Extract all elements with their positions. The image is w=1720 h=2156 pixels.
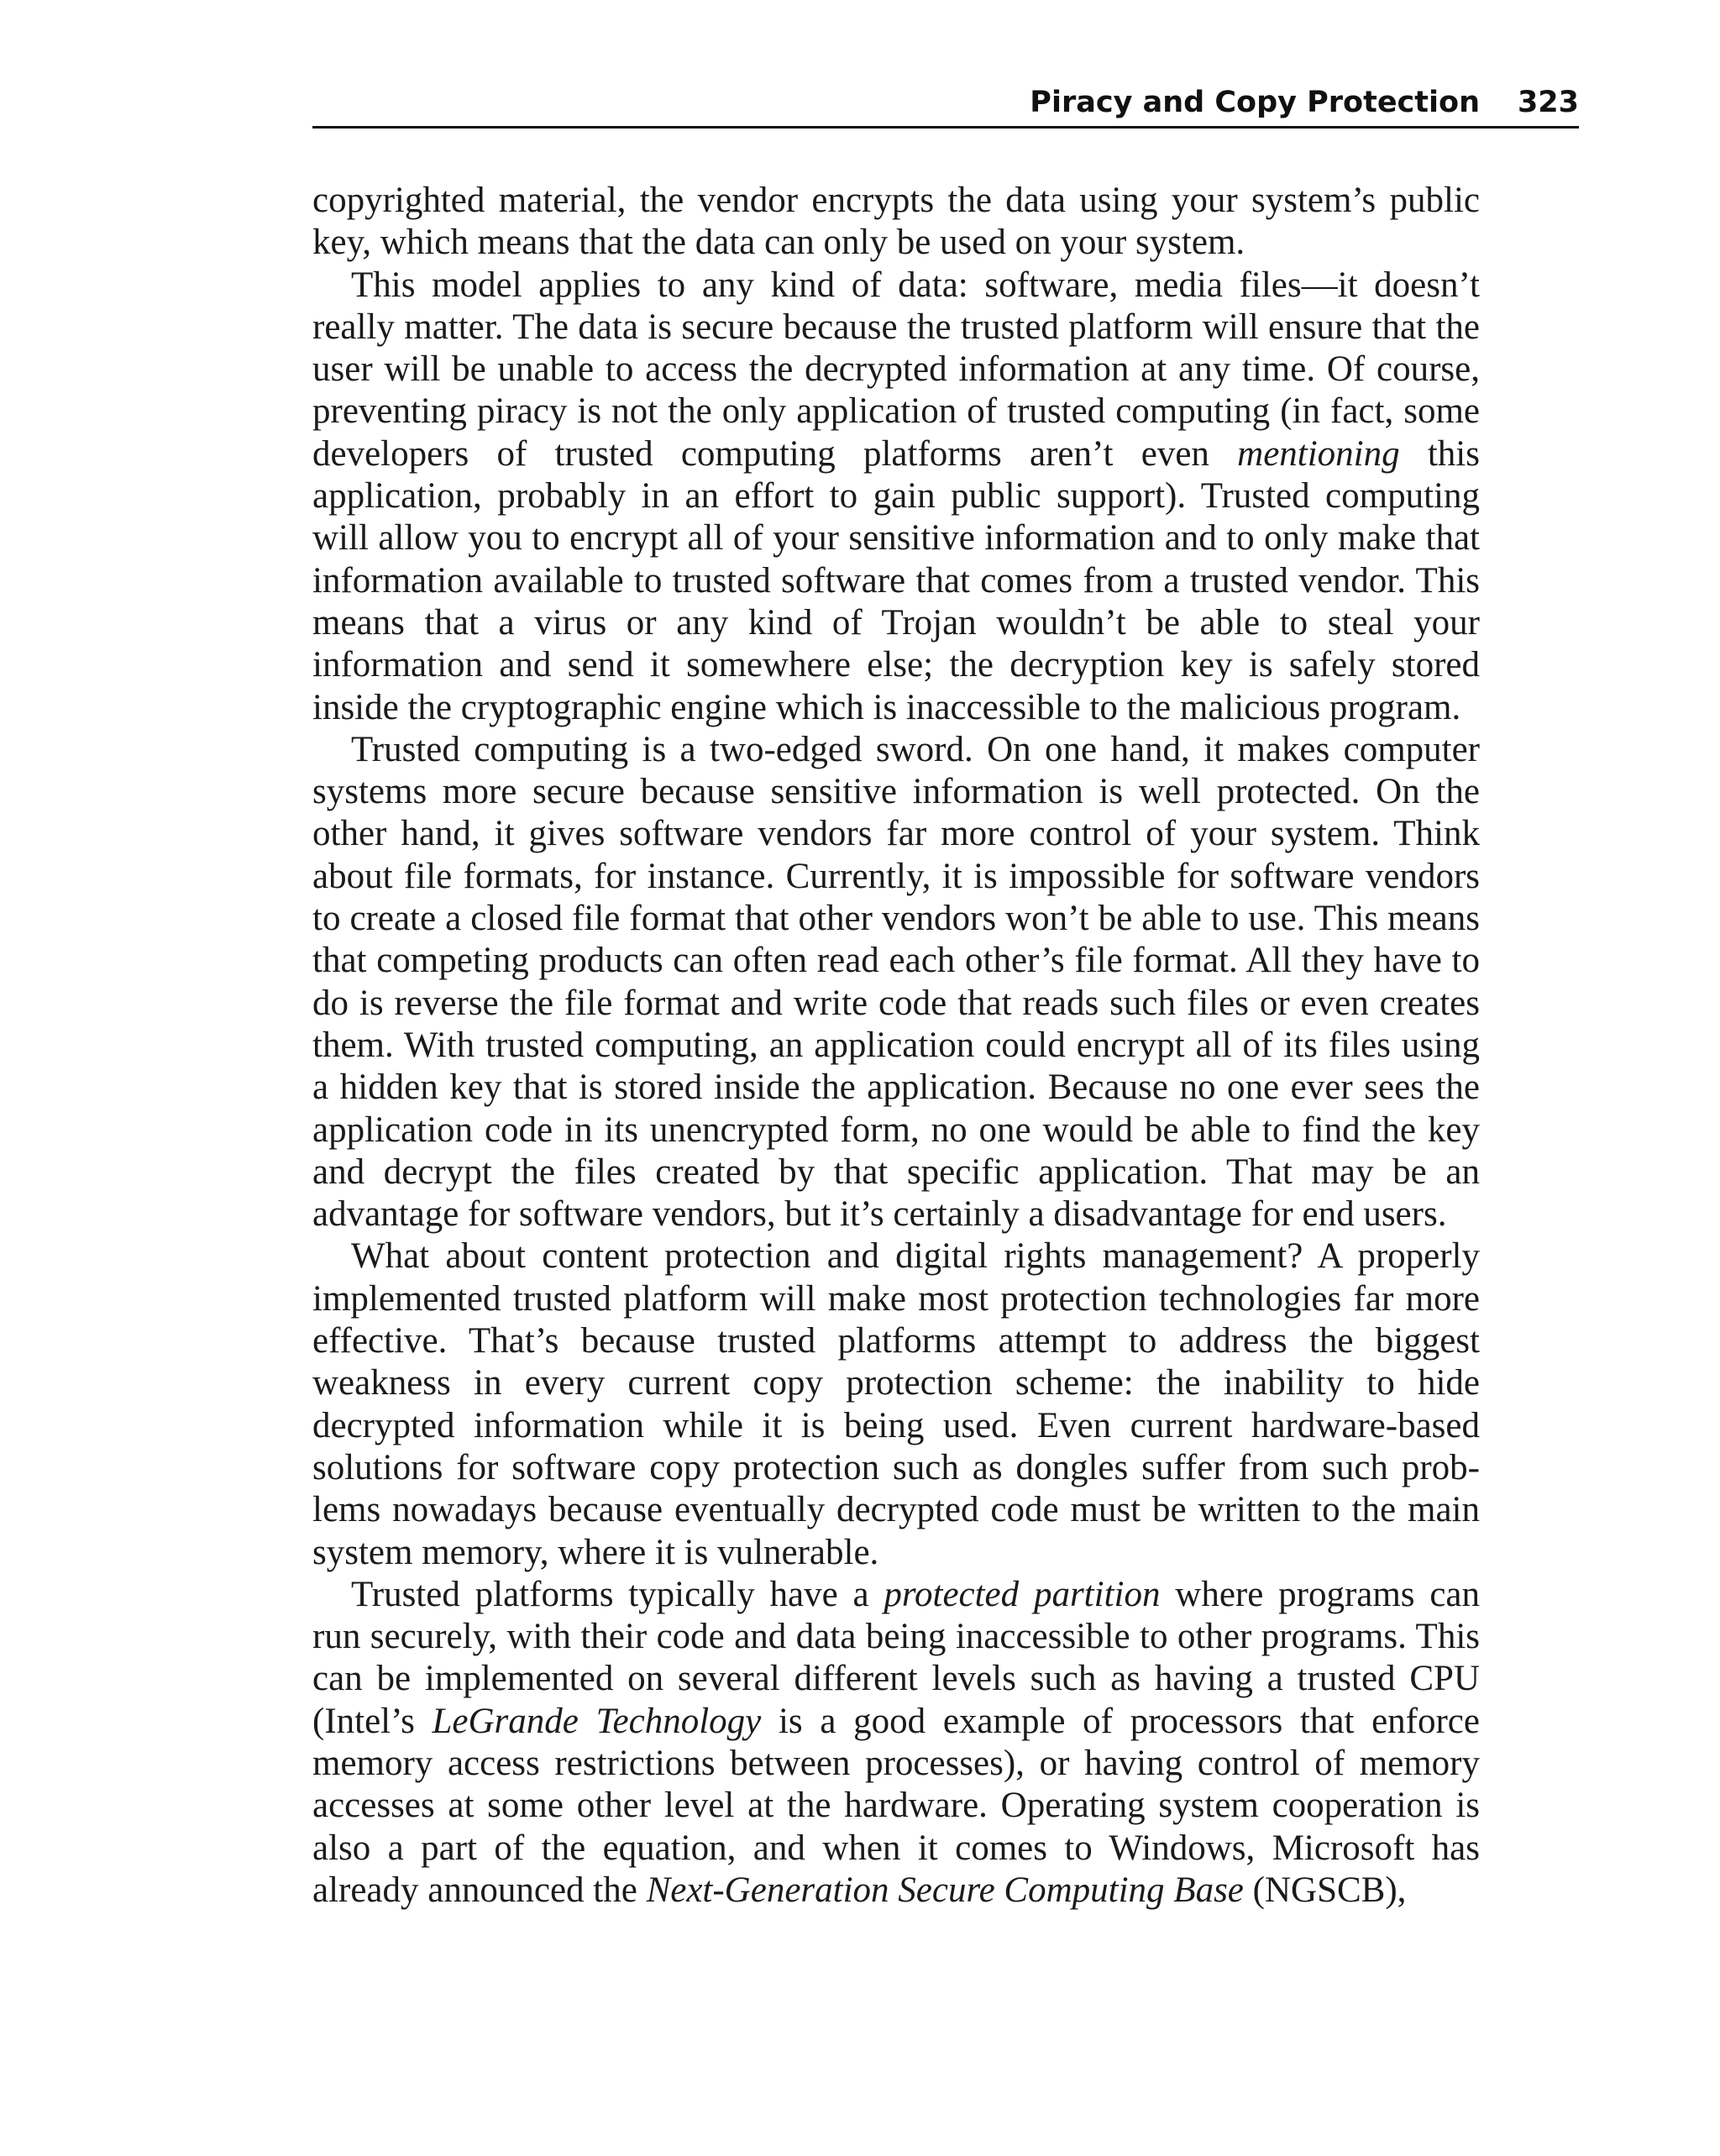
italic-text: protected partition	[884, 1574, 1161, 1614]
text-run: this application, probably in an effort to gain public support). Trusted computing will allow you to encrypt all of your sensitive information and to only make that information available to trusted software that comes from a trusted vendor. This means that a virus or any kind of Trojan wouldn’t be able to steal your information and send it somewhere else; the decryption key is safely stored inside the cryptographic engine which is inaccessible to the malicious program.	[312, 433, 1480, 727]
text-run: Trusted computing is a two-edged sword. On one hand, it makes computer systems more secure because sensitive information is well protected. On the other hand, it gives software vendors far more control of your system. Think about file formats, for instance. Currently, it is impossible for software vendors to create a closed file format that other vendors won’t be able to use. This means that competing products can often read each other’s file format. All they have to do is reverse the file format and write code that reads such files or even creates them. With trusted computing, an application could encrypt all of its files using a hidden key that is stored inside the application. Because no one ever sees the application code in its unencrypted form, no one would be able to find the key and decrypt the files created by that specific application. That may be an advantage for software vendors, but it’s certainly a disadvantage for end users.	[312, 729, 1480, 1235]
italic-text: Next-Generation Secure Computing Base	[646, 1870, 1244, 1910]
paragraph	[312, 180, 1480, 265]
page-number: 323	[1517, 86, 1579, 119]
text-run: is a good example of processors that enforce memory access restrictions between processes), or having control of memory accesses at some other level at the hardware. Operating system cooperation is also a part of the equation, and when it comes to Windows, Microsoft has already announced the	[312, 1701, 1480, 1910]
text-run: (NGSCB),	[1243, 1870, 1407, 1910]
body-text	[312, 180, 1480, 1912]
paragraph	[312, 265, 1480, 729]
text-run: copyrighted material, the vendor encrypts the data using your system’s public key, which means that the data can only be used on your system.	[312, 181, 1480, 263]
text-run: What about content protection and digital rights management? A properly implemented trusted platform will make most protection technologies far more effective. That’s because trusted platforms attempt to address the biggest weakness in every current copy protection scheme: the inability to hide decrypted information while it is being used. Even current hardware-based solutions for software copy protection such as dongles suffer from such problems nowadays because eventually decrypted code must be written to the main system memory, where it is vulnerable.	[312, 1236, 1480, 1572]
italic-text: mentioning	[1237, 433, 1400, 474]
paragraph	[312, 1574, 1480, 1912]
text-run: where programs can run securely, with their code and data being inaccessible to other programs. This can be implemented on several different levels such as having a trusted CPU (Intel’s	[312, 1574, 1481, 1741]
italic-text: LeGrande Technology	[432, 1701, 762, 1741]
running-header-title: Piracy and Copy Protection	[1030, 86, 1480, 119]
paragraph	[312, 1235, 1480, 1573]
running-header	[312, 77, 1579, 129]
paragraph	[312, 729, 1480, 1236]
text-run: This model applies to any kind of data: software, media files—it doesn’t really matter. The data is secure because the trusted platform will ensure that the user will be unable to access the decrypted information at any time. Of course, preventing piracy is not the only application of trusted computing (in fact, some developers of trusted computing platforms aren’t even	[312, 265, 1480, 474]
text-run: Trusted platforms typically have a	[351, 1574, 884, 1614]
